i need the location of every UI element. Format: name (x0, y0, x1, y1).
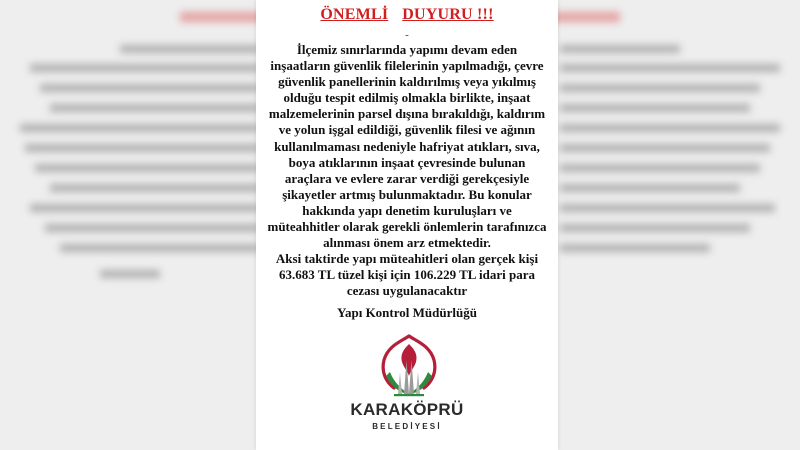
blurred-line (50, 104, 260, 112)
body-line: cezası uygulanacaktır (346, 283, 468, 299)
notice-body (260, 42, 554, 300)
blurred-line (560, 64, 780, 72)
blurred-line (25, 144, 260, 152)
body-line: ve yolun işgal edildiği, güvenlik filesi ve ağının (278, 122, 536, 138)
brand-subtitle: BELEDİYESİ (372, 422, 442, 431)
body-line: İlçemiz sınırlarında yapımı devam eden (296, 42, 518, 57)
blurred-line (560, 164, 760, 172)
blurred-line (50, 184, 260, 192)
blurred-line (560, 104, 750, 112)
blurred-line (560, 184, 740, 192)
body-line: olduğu tespit edilmiş olmakla birlikte, inşaat (283, 90, 531, 106)
blurred-line (560, 124, 780, 132)
blurred-line (120, 45, 260, 53)
notice-title-word1: ÖNEMLİ (320, 6, 389, 23)
body-line: kullanılmaması nedeniyle hafriyat atıkları, sıva, (274, 138, 540, 154)
blurred-line (30, 64, 260, 72)
blurred-line (20, 124, 260, 132)
body-line: güvenlik panellerinin kaldırılmış veya yıkılmış (278, 74, 536, 90)
notice-title-word2: DUYURU !!! (402, 6, 494, 23)
municipality-logo-icon (376, 332, 442, 402)
signature: Yapı Kontrol Müdürlüğü (337, 305, 477, 320)
blurred-line (100, 270, 160, 278)
body-line: boya atıklarının inşaat çevresinde bulunan (288, 154, 526, 170)
body-line: araçlara ve evlere zarar verdiği gerekçesiyle (284, 170, 530, 186)
blurred-line (560, 204, 775, 212)
body-line: hakkında yapı denetim kuruluşları ve (302, 202, 512, 218)
blurred-line (45, 224, 260, 232)
blurred-line (560, 84, 760, 92)
notice-title (256, 6, 558, 24)
blurred-line (560, 224, 750, 232)
blurred-line (60, 244, 260, 252)
body-line: 63.683 TL tüzel kişi için 106.229 TL idari para (279, 267, 535, 283)
body-line: müteahhitler olarak gerekli önlemlerin tarafınızca (267, 219, 547, 235)
notice-document (256, 0, 558, 450)
body-line: inşaatların güvenlik filelerinin yapılmadığı, çevre (270, 58, 544, 74)
title-dash: - (405, 29, 409, 41)
blurred-line (560, 144, 770, 152)
body-line: alınması önem arz etmektedir. (323, 235, 491, 251)
blurred-line (40, 84, 260, 92)
body-line: malzemelerinin parsel dışına bırakıldığı, kaldırım (268, 106, 546, 122)
brand-name: KARAKÖPRÜ (350, 400, 464, 419)
blurred-line (560, 45, 680, 53)
blurred-line (35, 164, 260, 172)
blurred-line (560, 244, 710, 252)
blurred-line (30, 204, 260, 212)
body-line: şikayetler artmış bulunmaktadır. Bu konular (282, 186, 532, 202)
body-line: Aksi taktirde yapı müteahitleri olan gerçek kişi (275, 251, 539, 267)
